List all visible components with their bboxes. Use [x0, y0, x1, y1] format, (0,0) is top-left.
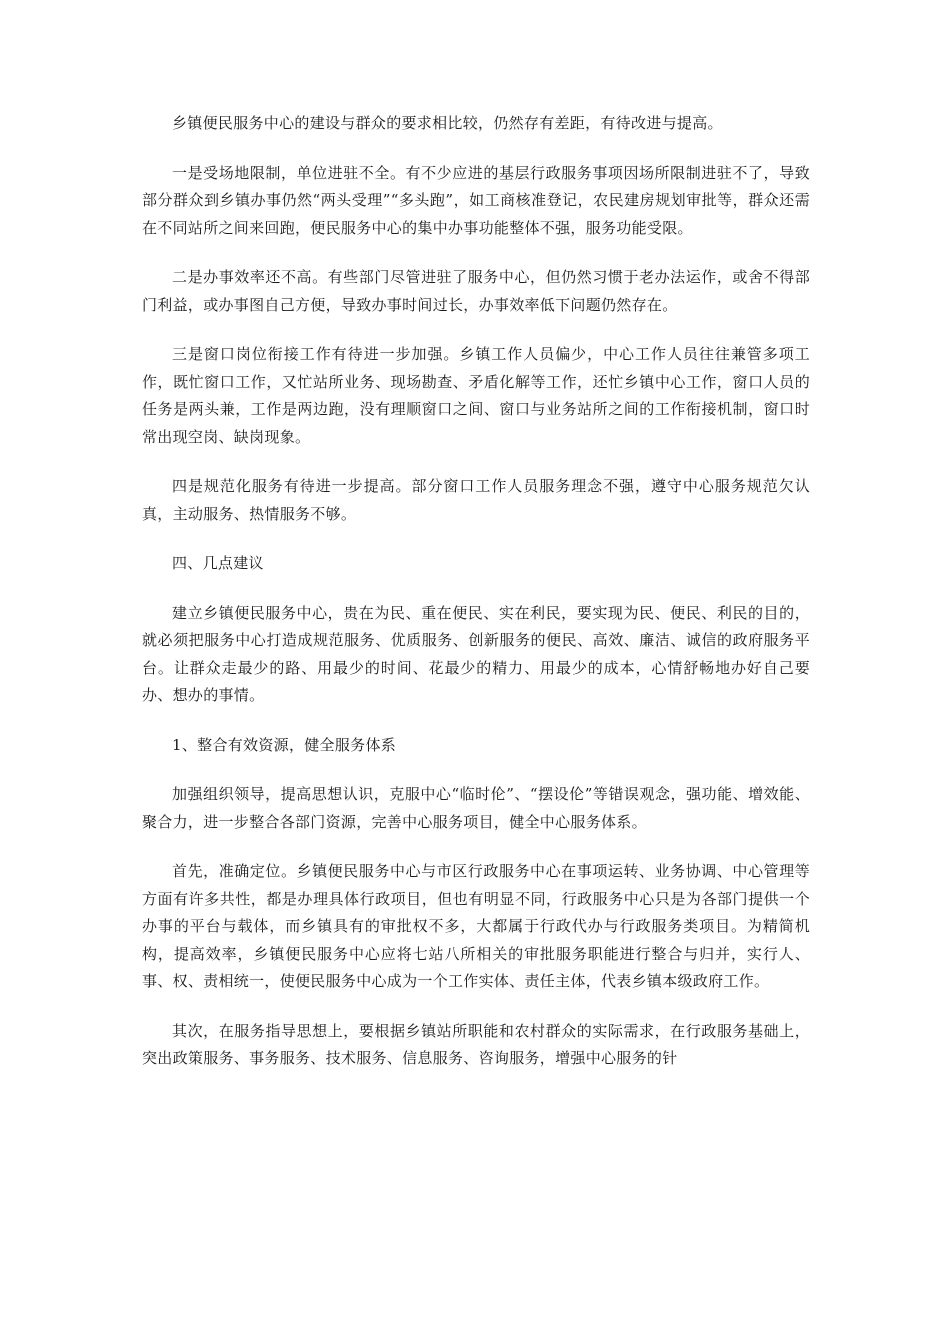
paragraph-point-two: 二是办事效率还不高。有些部门尽管进驻了服务中心，但仍然习惯于老办法运作，或舍不得部门利益，或办事图自己方便，导致办事时间过长，办事效率低下问题仍然存在。 — [142, 268, 810, 314]
paragraph-point-four: 四是规范化服务有待进一步提高。部分窗口工作人员服务理念不强，遵守中心服务规范欠认真，主动服务、热情服务不够。 — [142, 477, 810, 523]
paragraph-intro: 乡镇便民服务中心的建设与群众的要求相比较，仍然存有差距，有待改进与提高。 — [172, 114, 723, 132]
paragraph-first-positioning: 首先，准确定位。乡镇便民服务中心与市区行政服务中心在事项运转、业务协调、中心管理等方面有许多共性，都是办理具体行政项目，但也有明显不同，行政服务中心只是为各部门提供一个办事的平台与载体，而乡镇具有的审批权不多，大都属于行政代办与行政服务类项目。为精简机构，提高效率，乡镇便民服务中心应将七站八所相关的审批服务职能进行整合与归并，实行人、事、权、责相统一，使便民服务中心成为一个工作实体、责任主体，代表乡镇本级政府工作。 — [142, 862, 810, 990]
document-page — [142, 110, 810, 1095]
section-heading-suggestions: 四、几点建议 — [172, 554, 264, 572]
paragraph-point-one: 一是受场地限制，单位进驻不全。有不少应进的基层行政服务事项因场所限制进驻不了，导致部分群众到乡镇办事仍然“两头受理”“多头跑”，如工商核准登记，农民建房规划审批等，群众还需在不同站所之间来回跑，便民服务中心的集中办事功能整体不强，服务功能受限。 — [142, 163, 810, 237]
paragraph-second-guidance: 其次，在服务指导思想上，要根据乡镇站所职能和农村群众的实际需求，在行政服务基础上，突出政策服务、事务服务、技术服务、信息服务、咨询服务，增强中心服务的针 — [142, 1021, 810, 1067]
paragraph-strengthen-leadership: 加强组织领导，提高思想认识，克服中心“临时伦”、“摆设伦”等错误观念，强功能、增效能、聚合力，进一步整合各部门资源，完善中心服务项目，健全中心服务体系。 — [142, 785, 810, 831]
paragraph-point-three: 三是窗口岗位衔接工作有待进一步加强。乡镇工作人员偏少，中心工作人员往往兼管多项工作，既忙窗口工作，又忙站所业务、现场勘查、矛盾化解等工作，还忙乡镇中心工作，窗口人员的任务是两头兼，工作是两边跑，没有理顺窗口之间、窗口与业务站所之间的工作衔接机制，窗口时常出现空岗、缺岗现象。 — [142, 345, 810, 446]
paragraph-suggestions-intro: 建立乡镇便民服务中心，贵在为民、重在便民、实在利民，要实现为民、便民、利民的目的，就必须把服务中心打造成规范服务、优质服务、创新服务的便民、高效、廉洁、诚信的政府服务平台。让群众走最少的路、用最少的时间、花最少的精力、用最少的成本，心情舒畅地办好自己要办、想办的事情。 — [142, 603, 810, 704]
subheading-integrate-resources: 1、整合有效资源，健全服务体系 — [172, 735, 397, 754]
